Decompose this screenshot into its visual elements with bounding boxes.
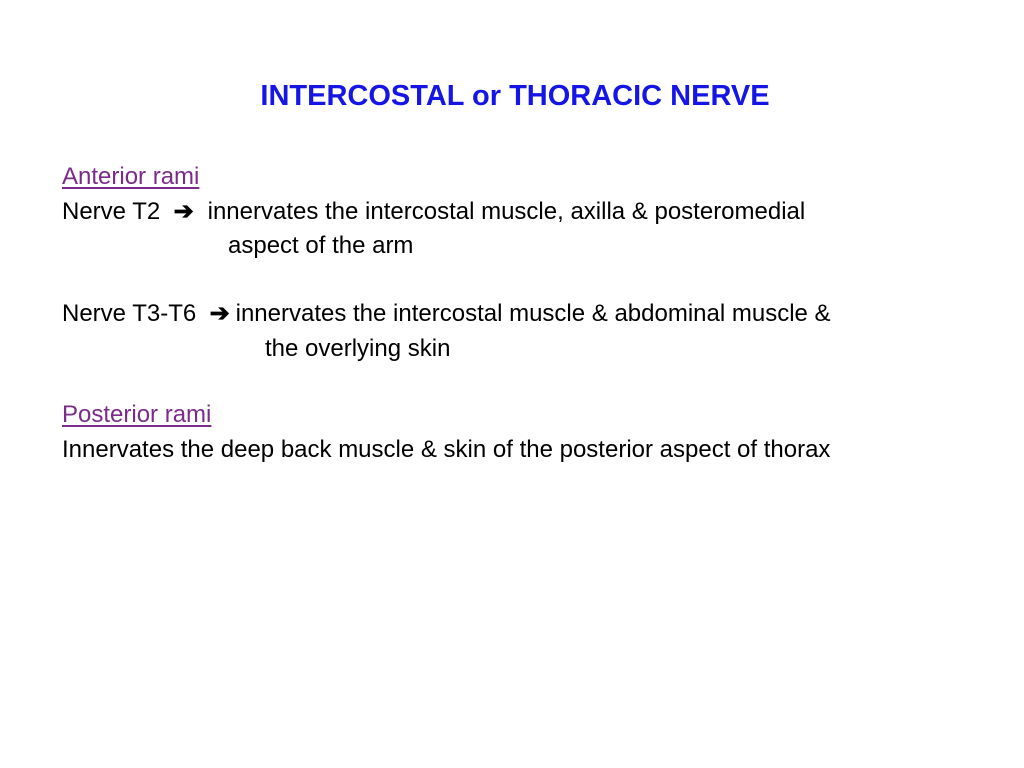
nerve-t3t6-description-2: the overlying skin bbox=[265, 335, 451, 362]
anterior-rami-heading-text: Anterior rami bbox=[62, 163, 200, 190]
nerve-t3t6-label: Nerve T3-T6 bbox=[62, 300, 197, 327]
posterior-rami-heading bbox=[62, 400, 211, 430]
arrow-right-icon: ➔ bbox=[166, 198, 194, 225]
nerve-t3t6-description-1: innervates the intercostal muscle & abdominal muscle & bbox=[235, 300, 831, 327]
nerve-t2-label: Nerve T2 bbox=[62, 198, 161, 225]
nerve-t2-description-2: aspect of the arm bbox=[228, 232, 414, 259]
nerve-t2-description-1: innervates the intercostal muscle, axilla & posteromedial bbox=[207, 198, 806, 225]
posterior-rami-heading-text: Posterior rami bbox=[62, 401, 212, 428]
nerve-t3t6-line-1 bbox=[62, 299, 831, 329]
nerve-t2-line-2 bbox=[228, 231, 413, 261]
posterior-rami-description: Innervates the deep back muscle & skin of the posterior aspect of thorax bbox=[62, 436, 831, 463]
nerve-t3t6-line-2 bbox=[265, 334, 450, 364]
anterior-rami-heading bbox=[62, 162, 199, 192]
nerve-t2-line-1 bbox=[62, 197, 805, 227]
slide-title: INTERCOSTAL or THORACIC NERVE bbox=[260, 80, 770, 112]
arrow-right-icon: ➔ bbox=[202, 300, 230, 327]
